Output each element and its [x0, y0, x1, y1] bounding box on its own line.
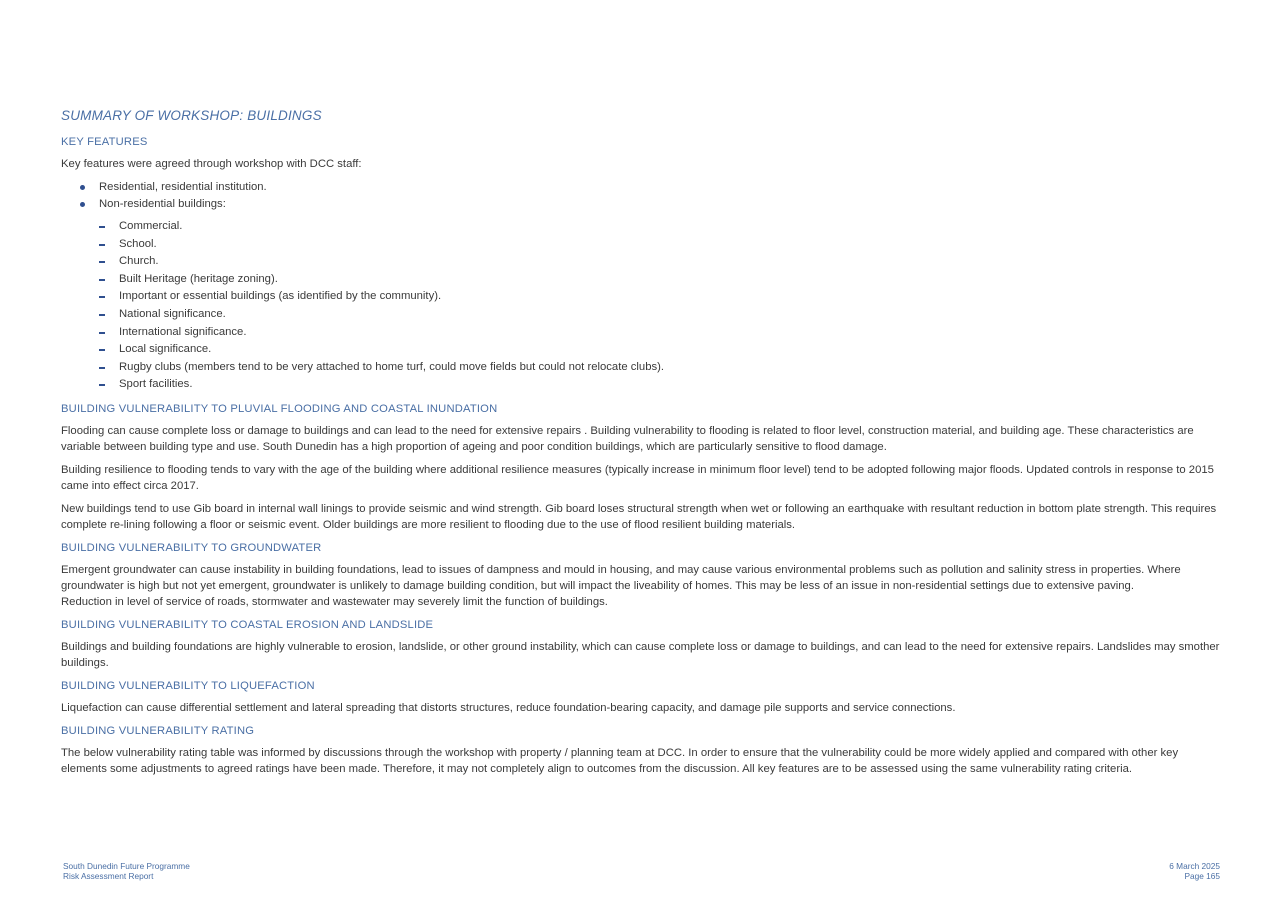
list-item [99, 341, 1226, 359]
footer-right [1169, 861, 1220, 881]
rating-heading: BUILDING VULNERABILITY RATING [61, 724, 255, 737]
pluvial-section [61, 403, 1226, 533]
list-item-text: Residential, residential institution. [99, 181, 267, 193]
dash-icon [99, 314, 105, 316]
bullet-icon [80, 185, 85, 190]
rating-paragraph-1: The below vulnerability rating table was informed by discussions through the workshop with property / planning team at DCC. In order to ensure that the vulnerability could be more widely applied and compared with other key elements some adjustments to agreed ratings have been made. Therefore, it may not completely align to outcomes from the discussion. All key features are to be assessed using the same vulnerability rating criteria. [61, 746, 1179, 775]
erosion-paragraph-1: Buildings and building foundations are highly vulnerable to erosion, landslide, or other ground instability, which can cause complete loss or damage to buildings, and can lead to the need for extensive repairs. Landslides may smother buildings. [61, 640, 1220, 669]
footer-page-number: Page 165 [1184, 871, 1220, 881]
dash-icon [99, 367, 105, 369]
groundwater-paragraph-2: Reduction in level of service of roads, stormwater and wastewater may severely limit the function of buildings. [61, 595, 608, 608]
groundwater-heading: BUILDING VULNERABILITY TO GROUNDWATER [61, 541, 322, 554]
key-features-heading: KEY FEATURES [61, 136, 148, 148]
dash-icon [99, 226, 105, 228]
key-features-intro: Key features were agreed through workshop with DCC staff: [61, 158, 362, 170]
list-item [99, 236, 1226, 254]
erosion-section [61, 619, 1226, 671]
liquefaction-paragraph-1: Liquefaction can cause differential settlement and lateral spreading that distorts structures, reduce foundation-bearing capacity, and damage pile supports and service connections. [61, 701, 956, 714]
list-item [99, 359, 1226, 377]
list-item [99, 288, 1226, 306]
liquefaction-heading: BUILDING VULNERABILITY TO LIQUEFACTION [61, 679, 315, 692]
list-item-text: International significance. [119, 325, 247, 338]
list-item-text: Sport facilities. [119, 378, 193, 391]
dash-icon [99, 296, 105, 298]
list-item [99, 253, 1226, 271]
pluvial-heading: BUILDING VULNERABILITY TO PLUVIAL FLOODING AND COASTAL INUNDATION [61, 402, 498, 415]
list-item [80, 196, 1226, 213]
pluvial-paragraph-2: Building resilience to flooding tends to vary with the age of the building where additional resilience measures (typically increase in minimum floor level) tend to be adopted following major floods. Updated controls in response to 2015 came into effect circa 2017. [61, 463, 1214, 492]
footer-report: Risk Assessment Report [63, 871, 154, 881]
groundwater-paragraph-1: Emergent groundwater can cause instability in building foundations, lead to issues of dampness and mould in housing, and may cause various environmental problems such as pollution and salinity stress in properties. Where groundwater is high but not yet emergent, groundwater is unlikely to damage building condition, but will impact the liveability of homes. This may be less of an issue in non-residential settings due to extensive paving. [61, 563, 1181, 592]
erosion-heading: BUILDING VULNERABILITY TO COASTAL EROSION AND LANDSLIDE [61, 618, 434, 631]
list-item [99, 376, 1226, 394]
bullet-icon [80, 202, 85, 207]
pluvial-paragraph-1: Flooding can cause complete loss or damage to buildings and can lead to the need for extensive repairs . Building vulnerability to flooding is related to floor level, construction material, and building age. These characteristics are variable between building type and use. South Dunedin has a high proportion of ageing and poor condition buildings, which are particularly sensitive to flood damage. [61, 424, 1194, 453]
groundwater-section [61, 542, 1226, 610]
dash-icon [99, 332, 105, 334]
list-item-text: Rugby clubs (members tend to be very attached to home turf, could move fields but could not relocate clubs). [119, 360, 665, 373]
list-item-text: Important or essential buildings (as identified by the community). [119, 290, 442, 303]
list-item [80, 179, 1226, 196]
dash-icon [99, 349, 105, 351]
list-item [99, 306, 1226, 324]
list-item-text: Non-residential buildings: [99, 197, 226, 210]
key-features-bullet-list [61, 179, 1226, 212]
list-item [99, 218, 1226, 236]
document-page [61, 108, 1226, 784]
dash-icon [99, 279, 105, 281]
list-item-text: School. [119, 237, 157, 250]
footer-left [63, 861, 190, 881]
list-item-text: Built Heritage (heritage zoning). [119, 272, 278, 285]
list-item [99, 271, 1226, 289]
footer-programme: South Dunedin Future Programme [63, 861, 190, 871]
dash-icon [99, 244, 105, 246]
dash-icon [99, 261, 105, 263]
pluvial-paragraph-3: New buildings tend to use Gib board in internal wall linings to provide seismic and wind strength. Gib board loses structural strength when wet or following an earthquake with resultant reduction in bottom plate strength. This requires complete re-lining following a floor or seismic event. Older buildings are more resilient to flooding due to the use of flood resilient building materials. [61, 502, 1217, 531]
list-item-text: National significance. [119, 307, 226, 320]
page-title: SUMMARY OF WORKSHOP: BUILDINGS [61, 108, 322, 123]
non-residential-sub-list [61, 218, 1226, 394]
list-item-text: Commercial. [119, 220, 183, 232]
footer-date: 6 March 2025 [1169, 861, 1220, 871]
list-item-text: Local significance. [119, 343, 212, 356]
liquefaction-section [61, 680, 1226, 716]
list-item [99, 324, 1226, 342]
dash-icon [99, 384, 105, 386]
rating-section [61, 725, 1226, 777]
list-item-text: Church. [119, 255, 159, 268]
key-features-section [61, 136, 1226, 394]
